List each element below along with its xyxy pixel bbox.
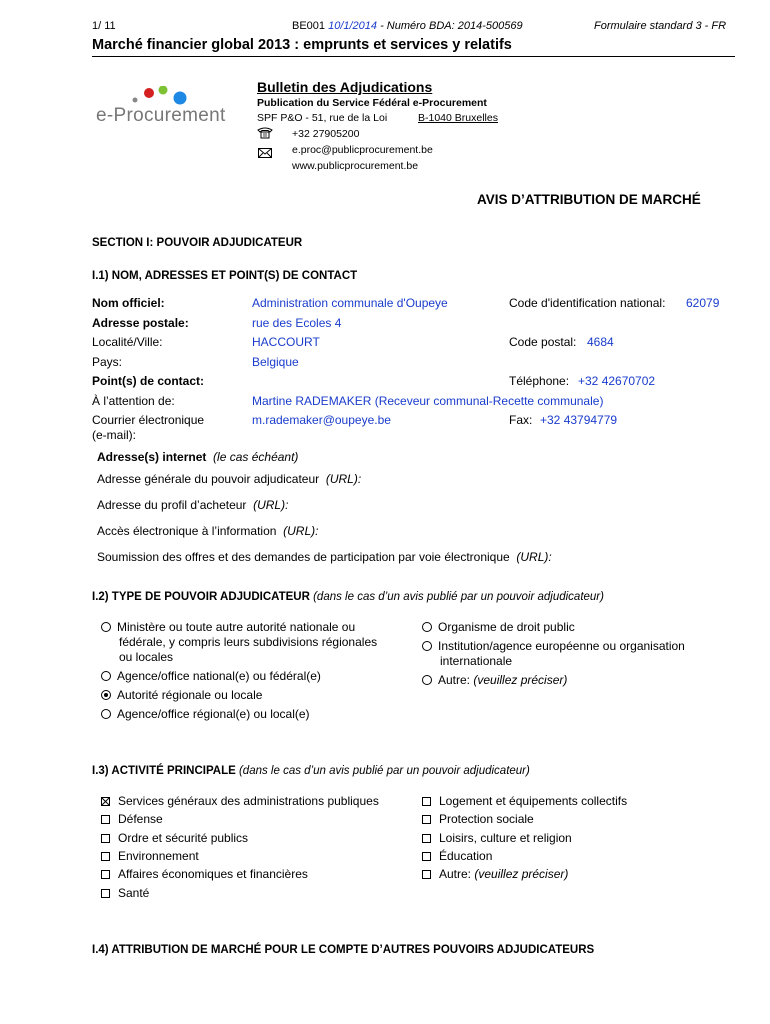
email-label: Courrier électronique (92, 413, 205, 427)
publisher-website[interactable]: www.publicprocurement.be (292, 160, 419, 172)
country-label: Pays: (92, 355, 123, 369)
radio-option-label: Autre: (438, 673, 471, 687)
internet-note: (le cas échéant) (213, 450, 299, 464)
attention-label: À l’attention de: (92, 394, 175, 408)
radio-option[interactable] (101, 620, 355, 634)
url-buyer-profile-label: Adresse du profil d’acheteur (97, 498, 247, 512)
postcode: 4684 (587, 335, 614, 349)
radio-option-label: Autorité régionale ou locale (117, 688, 263, 702)
national-id: 62079 (686, 296, 720, 310)
checkbox-label: Ordre et sécurité publics (118, 830, 249, 845)
url-tag: (URL): (253, 498, 289, 512)
radio-option-label: Institution/agence européenne ou organisation (438, 639, 685, 653)
email-label-2: (e-mail): (92, 428, 136, 442)
radio-option-label: internationale (440, 654, 513, 668)
attention: Martine RADEMAKER (Receveur communal-Recette communale) (252, 394, 604, 408)
reference-date: 10/1/2014 (328, 20, 378, 32)
checkbox-option[interactable] (422, 849, 492, 863)
radio-button[interactable] (101, 671, 111, 681)
checkbox-label: Loisirs, culture et religion (439, 830, 572, 845)
postcode-label: Code postal: (509, 335, 577, 349)
url-electronic-access-label: Accès électronique à l’information (97, 524, 277, 538)
radio-option[interactable] (422, 639, 685, 653)
radio-option[interactable] (101, 669, 321, 683)
checkbox-label: Affaires économiques et financières (118, 867, 308, 882)
checkbox-note: (veuillez préciser) (471, 867, 569, 882)
bulletin-title: Bulletin des Adjudications (257, 79, 433, 95)
postal-address-label: Adresse postale: (92, 316, 189, 330)
checkbox-option[interactable] (101, 831, 248, 845)
checkbox[interactable] (422, 797, 431, 806)
checkbox-option[interactable] (101, 867, 308, 881)
i3-title: I.3) ACTIVITÉ PRINCIPALE (92, 765, 236, 777)
postal-address: rue des Ecoles 4 (252, 316, 342, 330)
url-submission-label: Soumission des offres et des demandes de participation par voie électronique (97, 550, 510, 564)
checkbox-label: Défense (118, 812, 163, 827)
i4-title: I.4) ATTRIBUTION DE MARCHÉ POUR LE COMPTE D’AUTRES POUVOIRS ADJUDICATEURS (92, 944, 595, 956)
checkbox-option[interactable] (101, 849, 199, 863)
radio-option-label: Agence/office national(e) ou fédéral(e) (117, 669, 321, 683)
url-general-label: Adresse générale du pouvoir adjudicateur (97, 472, 320, 486)
checkbox[interactable] (101, 870, 110, 879)
checkbox-option[interactable] (422, 794, 627, 808)
contract-title: Marché financier global 2013 : emprunts et services y relatifs (92, 37, 512, 53)
url-electronic-access (97, 524, 318, 538)
publisher-postcode: B-1040 Bruxelles (418, 112, 498, 124)
checkbox-label: Protection sociale (439, 812, 534, 827)
radio-option-label: ou locales (119, 650, 174, 664)
radio-button[interactable] (422, 675, 432, 685)
contact-label: Point(s) de contact: (92, 374, 205, 388)
checkbox[interactable] (422, 815, 431, 824)
reference (292, 20, 523, 32)
radio-button[interactable] (101, 690, 111, 700)
city-label: Localité/Ville: (92, 335, 163, 349)
url-tag: (URL): (325, 472, 362, 486)
checkbox[interactable] (101, 834, 110, 843)
header-divider (92, 56, 735, 57)
radio-option-note: (veuillez préciser) (470, 673, 568, 687)
page-number: 1/ 11 (92, 20, 116, 32)
checkbox-option[interactable] (101, 794, 379, 808)
i1-title: I.1) NOM, ADRESSES ET POINT(S) DE CONTACT (92, 270, 358, 282)
city: HACCOURT (252, 335, 320, 349)
fax: +32 43794779 (540, 413, 618, 427)
checkbox-label: Santé (118, 885, 150, 900)
checkbox-option[interactable] (422, 867, 568, 881)
radio-button[interactable] (101, 709, 111, 719)
radio-button[interactable] (101, 622, 111, 632)
phone-icon (257, 127, 273, 139)
country: Belgique (252, 355, 299, 369)
logo-text: e-Procurement (96, 105, 226, 126)
checkbox-label: Éducation (439, 848, 493, 863)
radio-option[interactable] (101, 707, 310, 721)
form-name: Formulaire standard 3 - FR (594, 20, 727, 32)
official-name-label: Nom officiel: (92, 296, 165, 310)
notice-title: AVIS D’ATTRIBUTION DE MARCHÉ (477, 192, 701, 207)
reference-suffix: - Numéro BDA: 2014-500569 (377, 20, 523, 32)
i2-title: I.2) TYPE DE POUVOIR ADJUDICATEUR (92, 591, 310, 603)
radio-option-continued (422, 654, 512, 668)
phone-label: Téléphone: (509, 374, 570, 388)
radio-option[interactable] (422, 620, 575, 634)
checkbox[interactable] (422, 870, 431, 879)
radio-option-continued (101, 635, 377, 649)
checkbox[interactable] (422, 852, 431, 861)
fax-label: Fax: (509, 413, 533, 427)
i3-heading (92, 765, 530, 777)
url-general (97, 472, 361, 486)
email[interactable]: m.rademaker@oupeye.be (252, 413, 391, 427)
url-submission (97, 550, 552, 564)
checkbox-option[interactable] (101, 812, 163, 826)
url-tag: (URL): (283, 524, 319, 538)
i2-heading (92, 591, 604, 603)
checkbox-label: Autre: (439, 867, 472, 882)
url-buyer-profile (97, 498, 288, 512)
checkbox[interactable] (101, 815, 110, 824)
radio-button[interactable] (422, 641, 432, 651)
publisher-subtitle: Publication du Service Fédéral e-Procurement (257, 97, 487, 109)
checkbox[interactable] (422, 834, 431, 843)
national-id-label: Code d'identification national: (509, 296, 666, 310)
publisher-address: SPF P&O - 51, rue de la Loi (257, 112, 388, 124)
checkbox[interactable] (101, 852, 110, 861)
checkbox-option[interactable] (422, 812, 534, 826)
section1-title: SECTION I: POUVOIR ADJUDICATEUR (92, 237, 303, 249)
checkbox-option[interactable] (101, 886, 149, 900)
internet-heading (97, 450, 298, 464)
radio-option[interactable] (422, 673, 567, 687)
reference-prefix: BE001 (292, 20, 326, 32)
checkbox-label: Logement et équipements collectifs (439, 794, 628, 808)
checkbox[interactable] (101, 797, 110, 806)
checkbox-label: Services généraux des administrations publiques (118, 794, 379, 808)
radio-option-label: fédérale, y compris leurs subdivisions régionales (119, 635, 378, 649)
envelope-icon (258, 147, 272, 157)
url-tag: (URL): (516, 550, 552, 564)
publisher-phone: +32 27905200 (292, 128, 360, 140)
internet-label: Adresse(s) internet (97, 450, 207, 464)
phone: +32 42670702 (578, 374, 656, 388)
checkbox-label: Environnement (118, 848, 199, 863)
radio-option-label: Agence/office régional(e) ou local(e) (117, 707, 310, 721)
i2-note: (dans le cas d’un avis publié par un pouvoir adjudicateur) (313, 591, 604, 603)
radio-option-label: Organisme de droit public (438, 620, 575, 634)
radio-option[interactable] (101, 688, 262, 702)
official-name: Administration communale d'Oupeye (252, 296, 448, 310)
checkbox[interactable] (101, 889, 110, 898)
publisher-email[interactable]: e.proc@publicprocurement.be (292, 144, 433, 156)
checkbox-option[interactable] (422, 831, 572, 845)
radio-option-continued (101, 650, 173, 664)
radio-option-label: Ministère ou toute autre autorité nationale ou (117, 620, 356, 634)
i3-note: (dans le cas d’un avis publié par un pouvoir adjudicateur) (238, 765, 530, 777)
radio-button[interactable] (422, 622, 432, 632)
